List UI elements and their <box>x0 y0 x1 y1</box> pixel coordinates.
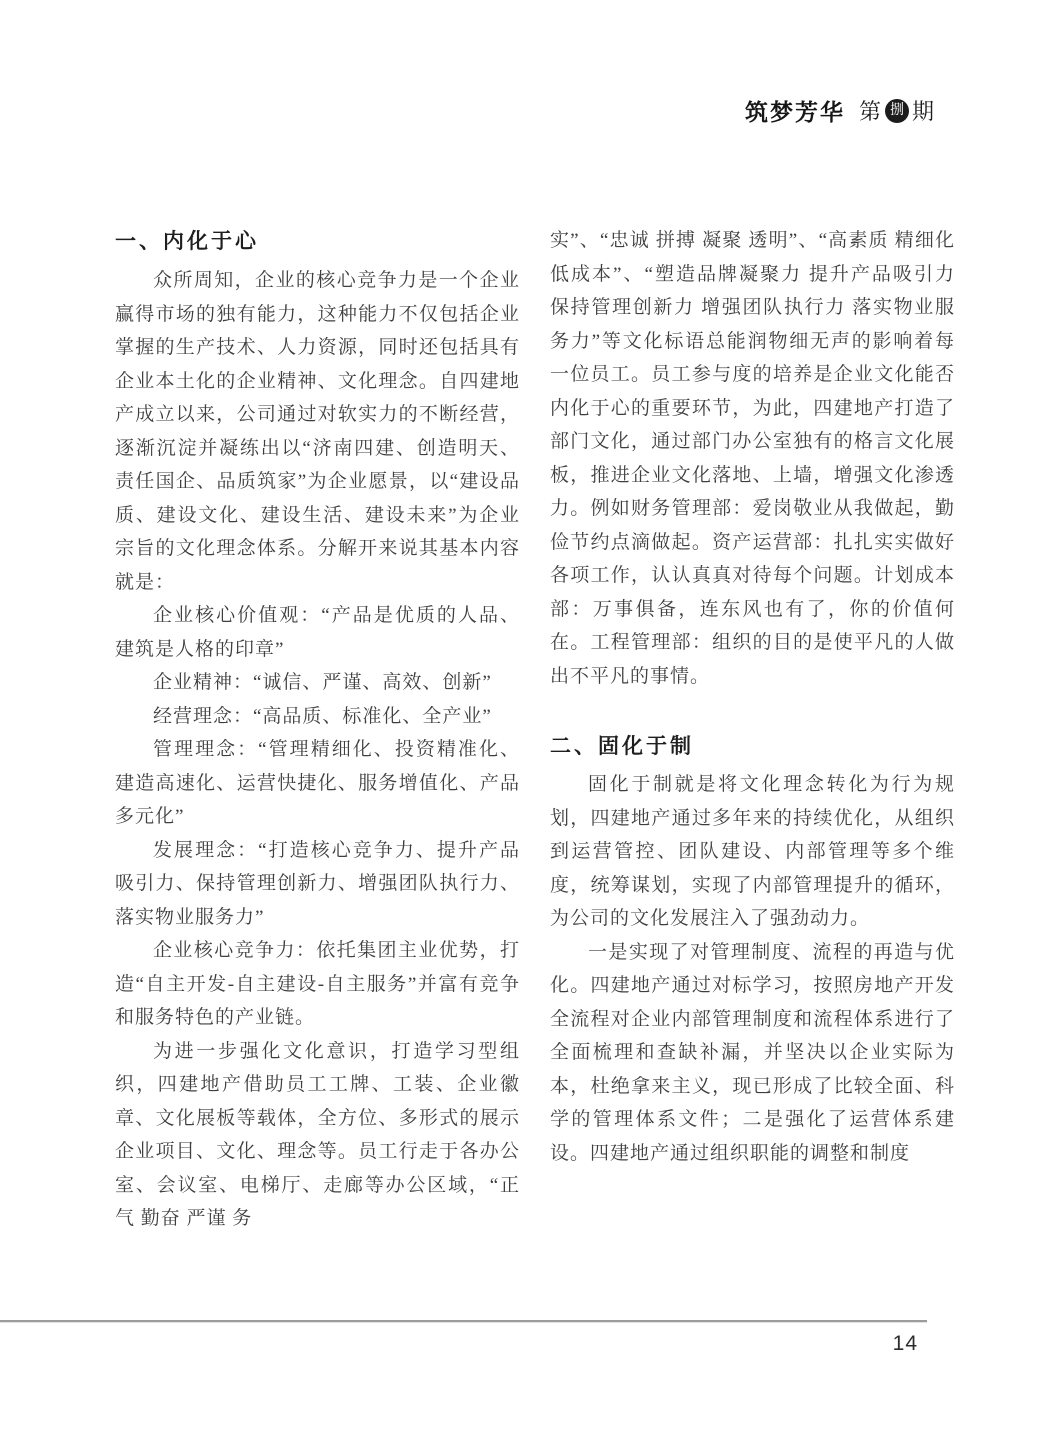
section-2-heading: 二、固化于制 <box>550 734 694 758</box>
paragraph-core-competitiveness: 企业核心竞争力：依托集团主业优势，打造“自主开发-自主建设-自主服务”并富有竞争和服务特色的产业链。 <box>115 940 520 1028</box>
article-body <box>115 224 955 1236</box>
paragraph-management-philosophy: 管理理念：“管理精细化、投资精准化、建造高速化、运营快捷化、服务增值化、产品多元化” <box>115 739 520 827</box>
page-header <box>745 94 935 127</box>
paragraph-intro: 众所周知，企业的核心竞争力是一个企业赢得市场的独有能力，这种能力不仅包括企业掌握的生产技术、人力资源，同时还包括具有企业本土化的企业精神、文化理念。自四建地产成立以来，公司通过对软实力的不断经营，逐渐沉淀并凝练出以“济南四建、创造明天、责任国企、品质筑家”为企业愿景，以“建设品质、建设文化、建设生活、建设未来”为企业宗旨的文化理念体系。分解开来说其基本内容就是： <box>115 270 520 593</box>
paragraph-spirit: 企业精神：“诚信、严谨、高效、创新” <box>153 672 492 693</box>
paragraph-institutionalization-intro: 固化于制就是将文化理念转化为行为规划，四建地产通过多年来的持续优化，从组织到运营管控、团队建设、内部管理等多个维度，统筹谋划，实现了内部管理提升的循环，为公司的文化发展注入了强劲动力。 <box>550 774 955 929</box>
left-column <box>115 224 520 1236</box>
issue-suffix: 期 <box>911 99 935 124</box>
paragraph-culture-awareness: 为进一步强化文化意识，打造学习型组织，四建地产借助员工工牌、工装、企业徽章、文化展板等载体，全方位、多形式的展示企业项目、文化、理念等。员工行走于各办公室、会议室、电梯厅、走廊等办公区域，“正气 勤奋 严谨 务 <box>115 1040 520 1229</box>
paragraph-culture-awareness-continued: 实”、“忠诚 拼搏 凝聚 透明”、“高素质 精细化 低成本”、“塑造品牌凝聚力 提升产品吸引力 保持管理创新力 增强团队执行力 落实物业服务力”等文化标语总能润物细无声的影响着每一位员工。员工参与度的培养是企业文化能否内化于心的重要环节，为此，四建地产打造了部门文化，通过部门办公室独有的格言文化展板，推进企业文化落地、上墙，增强文化渗透力。例如财务管理部：爱岗敬业从我做起，勤俭节约点滴做起。资产运营部：扎扎实实做好各项工作，认认真真对待每个问题。计划成本部：万事俱备，连东风也有了，你的价值何在。工程管理部：组织的目的是使平凡的人做出不平凡的事情。 <box>550 230 955 687</box>
right-column <box>550 224 955 1236</box>
issue-label <box>859 95 935 126</box>
issue-number-badge: 捌 <box>885 99 909 123</box>
paragraph-development-philosophy: 发展理念：“打造核心竞争力、提升产品吸引力、保持管理创新力、增强团队执行力、落实物业服务力” <box>115 839 520 928</box>
paragraph-institutionalization-detail: 一是实现了对管理制度、流程的再造与优化。四建地产通过对标学习，按照房地产开发全流程对企业内部管理制度和流程体系进行了全面梳理和查缺补漏，并坚决以企业实际为本，杜绝拿来主义，现已形成了比较全面、科学的管理体系文件；二是强化了运营体系建设。四建地产通过组织职能的调整和制度 <box>550 941 955 1164</box>
magazine-title: 筑梦芳华 <box>744 100 845 125</box>
page-number: 14 <box>892 1332 918 1355</box>
footer-rule <box>0 1320 927 1323</box>
paragraph-core-values: 企业核心价值观：“产品是优质的人品、建筑是人格的印章” <box>115 605 520 660</box>
paragraph-operating-philosophy: 经营理念：“高品质、标准化、全产业” <box>153 705 492 727</box>
issue-prefix: 第 <box>858 99 882 124</box>
section-1-heading: 一、内化于心 <box>115 229 259 253</box>
